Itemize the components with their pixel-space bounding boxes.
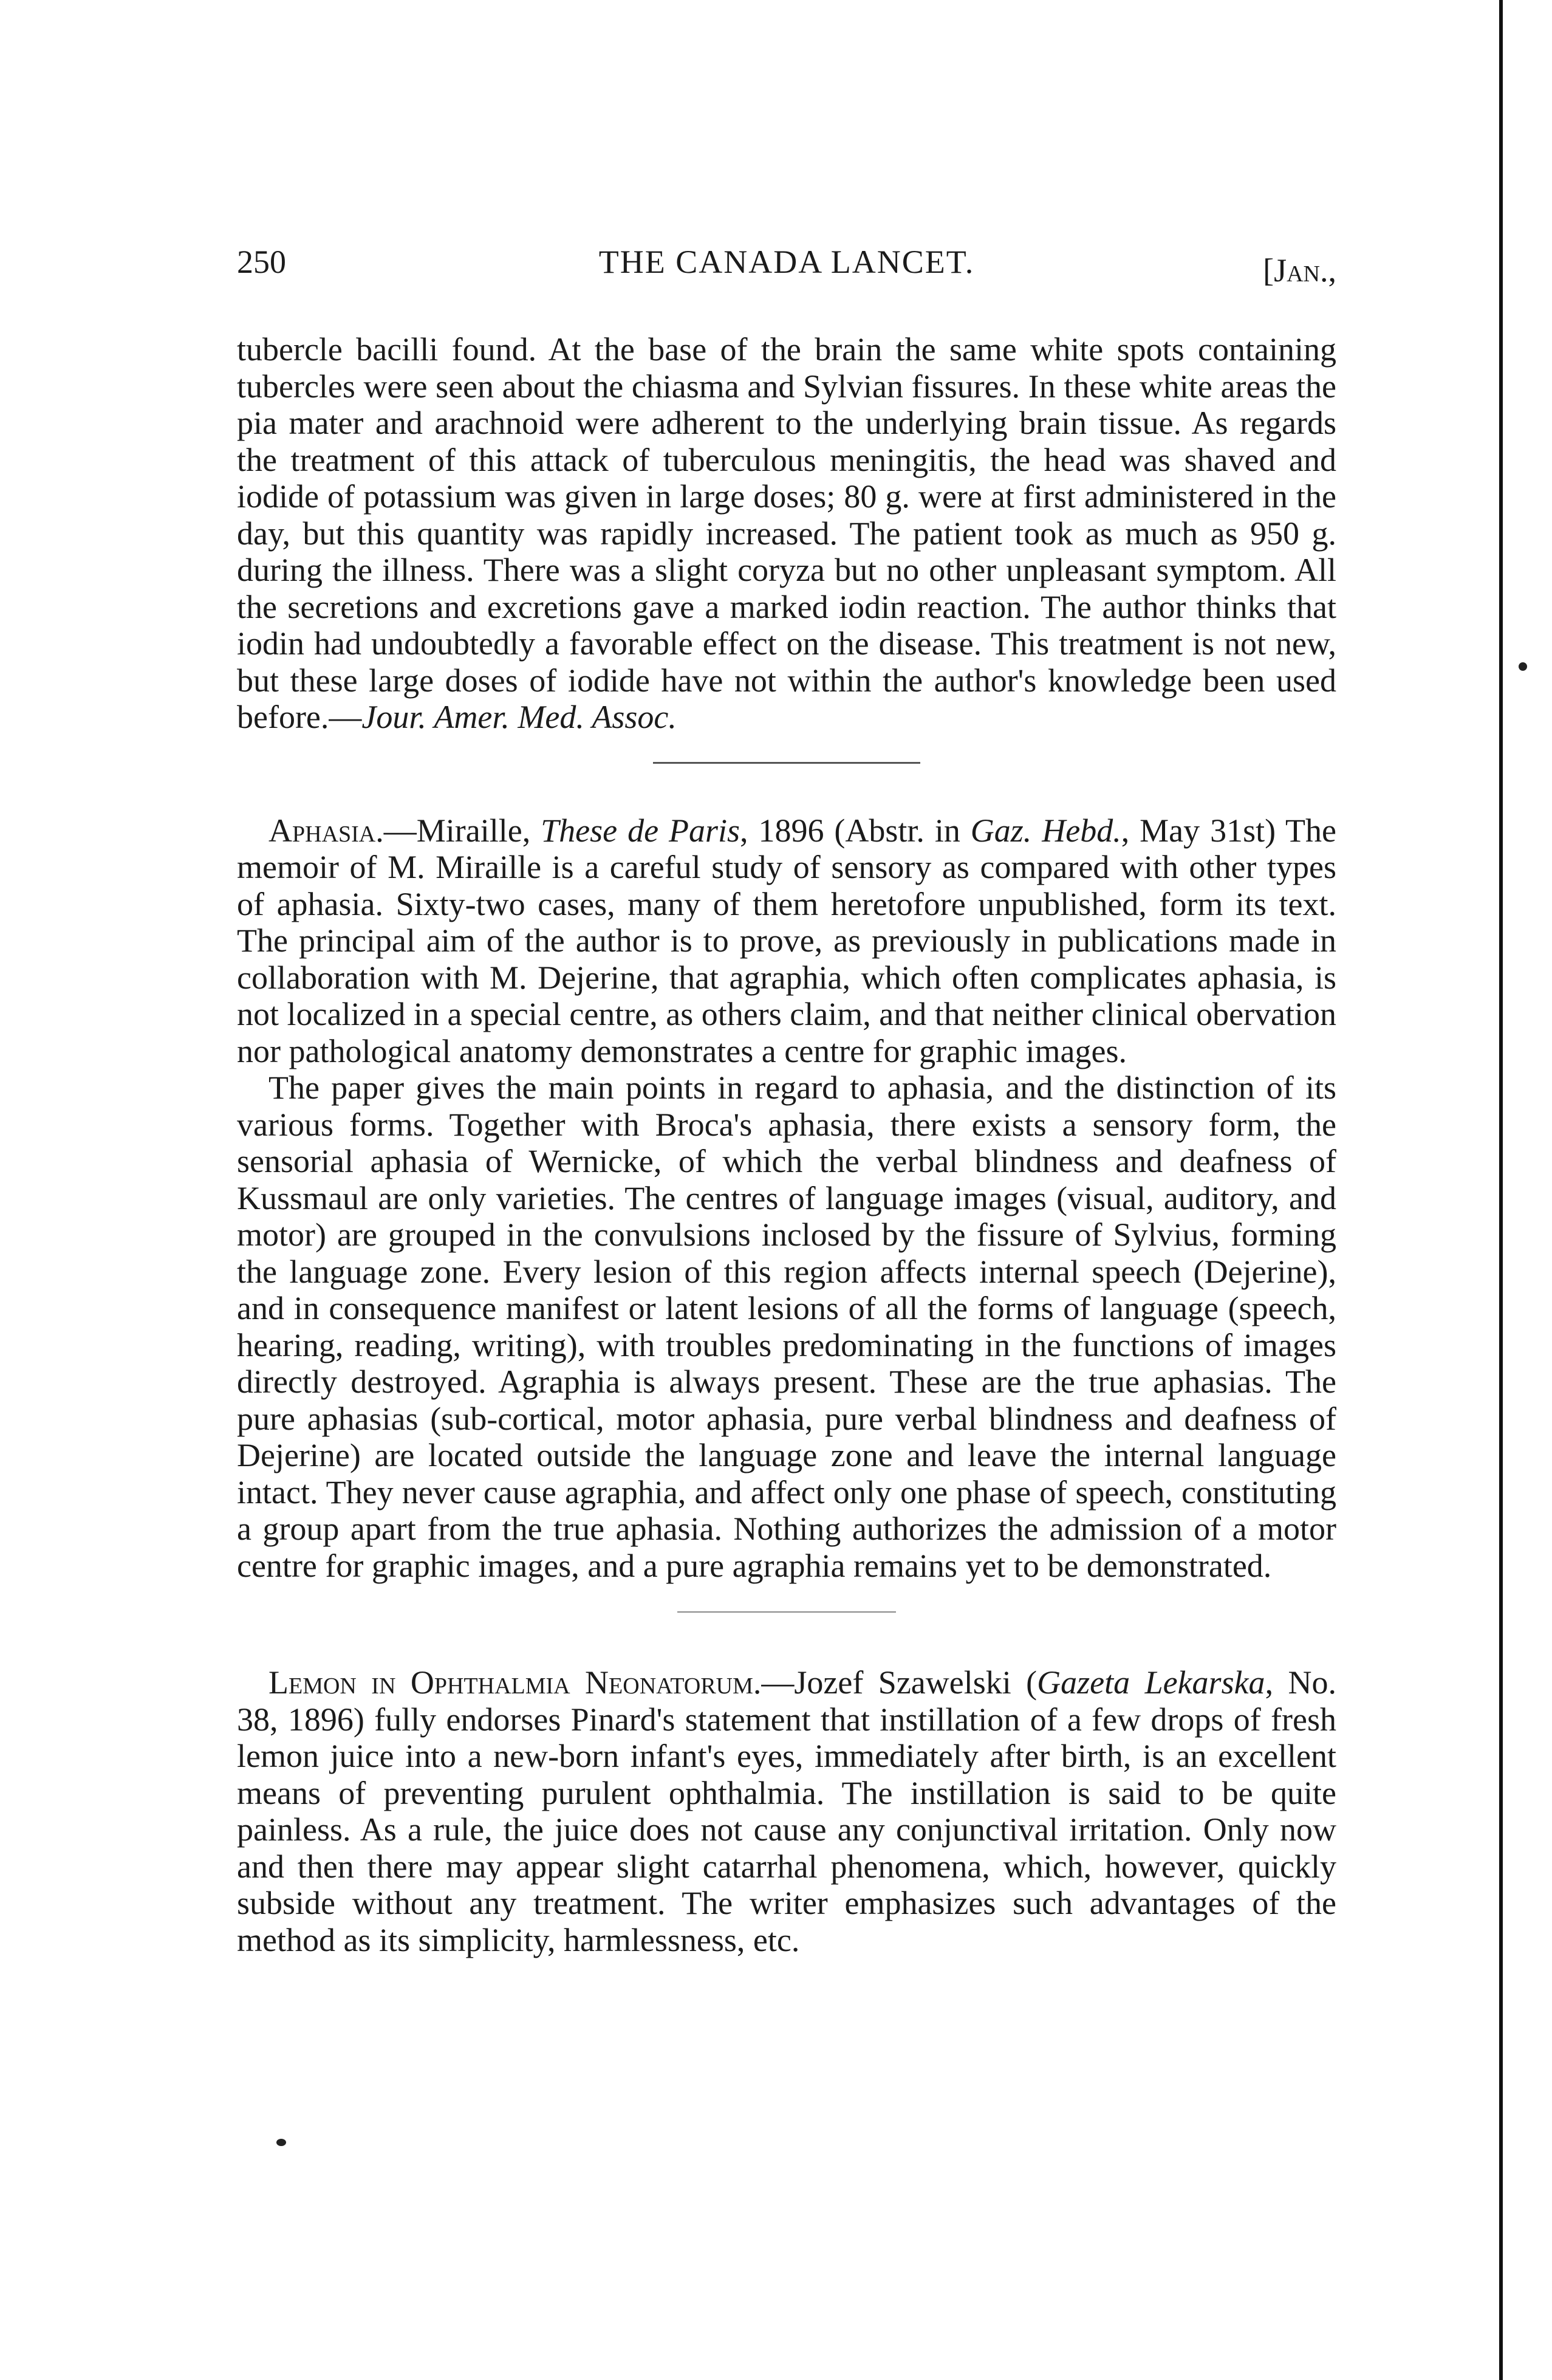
paragraph-text: —Miraille, [383,812,541,849]
citation-journal: Gazeta Lekarska [1037,1664,1265,1701]
section-divider [677,1611,896,1613]
issue-date: [Jan., [1263,252,1336,289]
citation-journal: Gaz. Hebd. [970,812,1121,849]
article-paragraph [237,812,1336,1070]
running-header [237,243,1336,298]
paragraph-text: , No. 38, 1896) fully endorses Pinard's statement that instillation of a few drops of fresh lemon juice into a new-born infant's eyes, immediately after birth, is an excellent means of preventing purulent ophthalmia. The instillation is said to be quite painless. As a rule, the juice does not cause any conjunctival irritation. Only now and then there may appear slight catarrhal phenomena, which, however, quickly subside without any treatment. The writer emphasizes such advantages of the method as its simplicity, harmlessness, etc. [237,1664,1336,1958]
page-edge-rule [1499,0,1503,2380]
article-heading: Aphasia. [268,812,384,849]
ink-speck [276,2139,286,2146]
paragraph-text: tubercle bacilli found. At the base of the brain the same white spots containing tubercles were seen about the chiasma and Sylvian fissures. In these white areas the pia mater and arachnoid were adherent to the underlying brain tissue. As regards the treatment of this attack of tuberculous meningitis, the head was shaved and iodide of potassium was given in large doses; 80 g. were at first administered in the day, but this quantity was rapidly increased. The patient took as much as 950 g. during the illness. There was a slight coryza but no other unpleasant symptom. All the secretions and excretions gave a marked iodin reaction. The author thinks that iodin had undoubtedly a favorable effect on the disease. This treatment is not new, but these large doses of iodide have not within the author's knowledge been used before.— [237,331,1336,735]
section-divider [653,762,920,764]
source-citation: Jour. Amer. Med. Assoc. [361,699,677,735]
article-paragraph [237,331,1336,736]
paragraph-text: , 1896 (Abstr. in [740,812,971,849]
article-heading: Lemon in Ophthalmia Neonatorum. [268,1664,762,1701]
thesis-title: These de Paris [541,812,740,849]
article-aphasia [237,812,1336,1585]
article-lemon-ophthalmia [237,1664,1336,1958]
journal-title: THE CANADA LANCET. [598,244,975,280]
article-paragraph [237,1664,1336,1958]
page-number: 250 [237,244,286,280]
page-body [237,331,1336,1958]
paragraph-text: , May 31st) The memoir of M. Miraille is a careful study of sensory as compared with other types of aphasia. Sixty-two cases, many of them heretofore unpublished, form its text. The principal aim of the author is to prove, as previously in publications made in collaboration with M. Dejerine, that agraphia, which often complicates aphasia, is not localized in a special centre, as others claim, and that neither clinical obervation nor pathological anatomy demonstrates a centre for graphic images. [237,812,1336,1069]
paragraph-text: —Jozef Szawelski ( [761,1664,1038,1701]
ink-speck [1519,662,1527,671]
article-tuberculous-meningitis [237,331,1336,736]
article-paragraph: The paper gives the main points in regard to aphasia, and the distinction of its various forms. Together with Broca's aphasia, there exists a sensory form, the sensorial aphasia of Wernicke, of which the verbal blindness and deafness of Kussmaul are only varieties. The centres of language images (visual, auditory, and motor) are grouped in the convulsions inclosed by the fissure of Sylvius, forming the language zone. Every lesion of this region affects internal speech (Dejerine), and in consequence manifest or latent lesions of all the forms of language (speech, hearing, reading, writing), with troubles predominating in the functions of images directly destroyed. Agraphia is always present. These are the true aphasias. The pure aphasias (sub-cortical, motor aphasia, pure verbal blindness and deafness of Dejerine) are located outside the language zone and leave the internal language intact. They never cause agraphia, and affect only one phase of speech, constituting a group apart from the true aphasia. Nothing authorizes the admission of a motor centre for graphic images, and a pure agraphia remains yet to be demonstrated. [237,1069,1336,1584]
